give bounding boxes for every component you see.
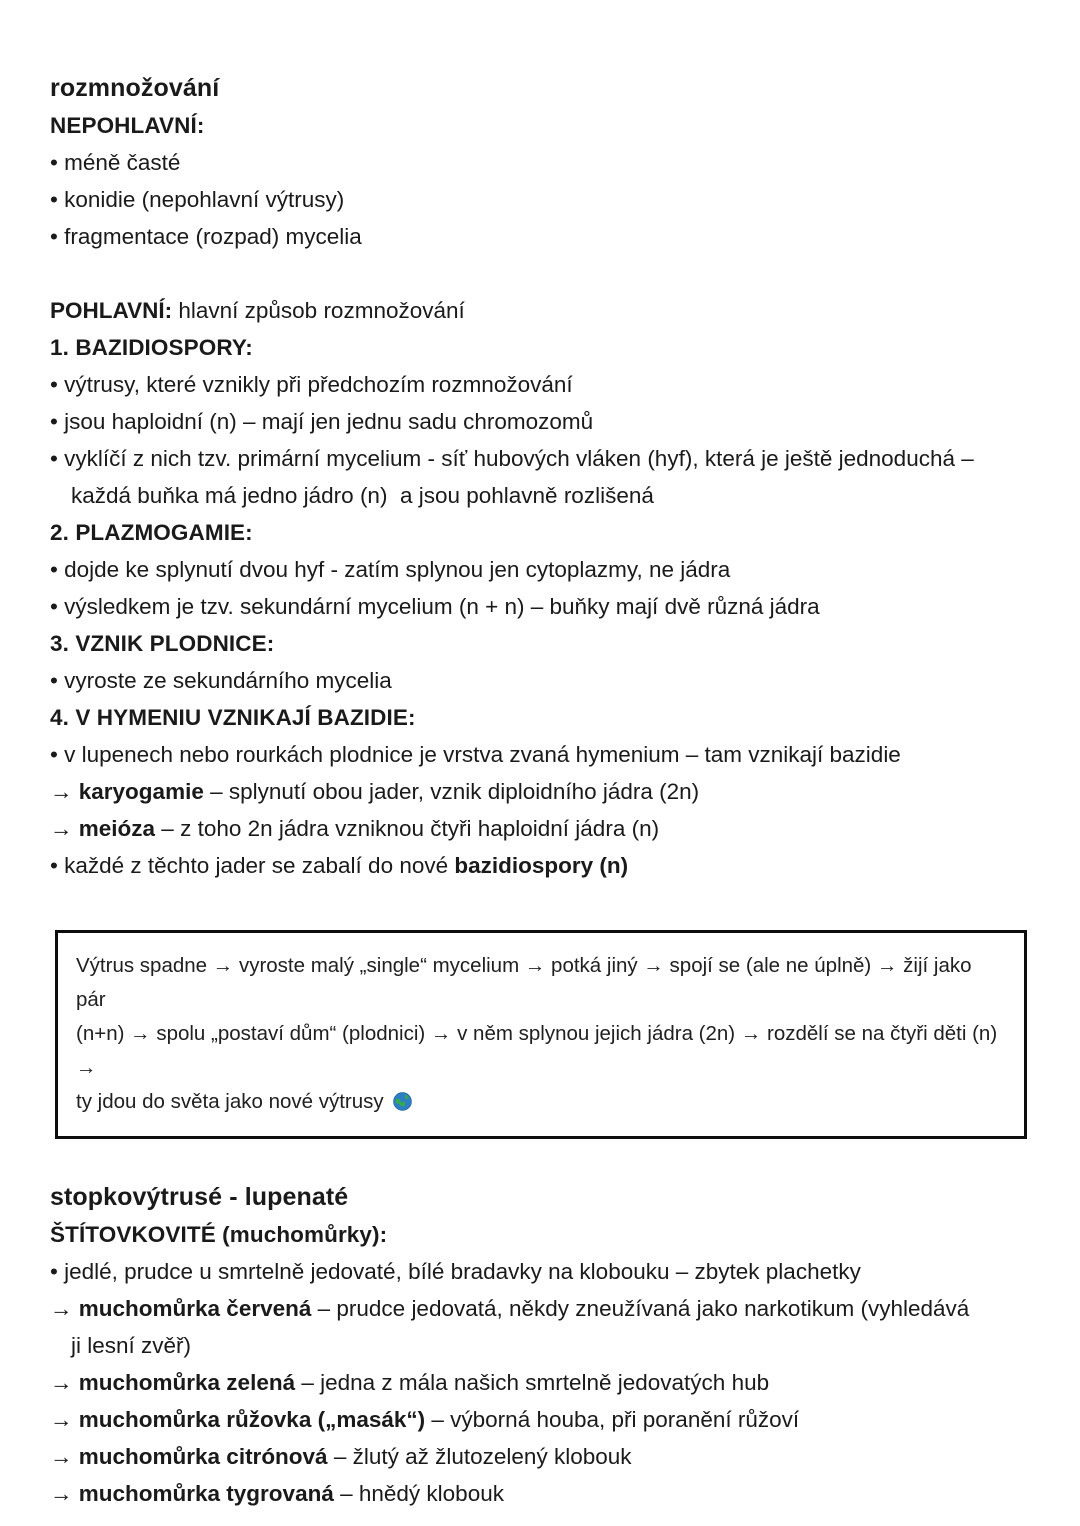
arrow-icon: → [50, 816, 79, 841]
list-item: • jsou haploidní (n) – mají jen jednu sadu chromozomů [50, 409, 594, 434]
family-heading: ŠTÍTOVKOVITÉ (muchomůrky): [50, 1222, 388, 1247]
list-item [50, 847, 1030, 884]
document-body [50, 70, 1030, 1512]
callout-line: Výtrus spadne → vyroste malý „single“ mycelium → potká jiný → spojí se (ale ne úplně) → žijí jako pár [76, 954, 978, 1011]
sexual-heading-rest: hlavní způsob rozmnožování [172, 298, 465, 323]
page-title: rozmnožování [50, 74, 220, 102]
species-name: muchomůrka růžovka („masák“) [78, 1407, 426, 1432]
list-item: • méně časté [50, 150, 181, 175]
species-description: – žlutý až žlutozelený klobouk [327, 1444, 632, 1469]
species-item-continuation: ji lesní zvěř) [71, 1333, 192, 1358]
callout-line-text: ty jdou do světa jako nové výtrusy [76, 1090, 390, 1113]
callout-spacer-top [50, 884, 1030, 930]
callout-spacer-bottom [50, 1139, 1030, 1179]
list-item: • jedlé, prudce u smrtelně jedovaté, bílé bradavky na klobouku – zbytek plachetky [50, 1259, 861, 1284]
callout-line: (n+n) → spolu „postaví dům“ (plodnici) → v něm splynou jejich jádra (2n) → rozdělí se na čtyři děti (n) → [76, 1022, 1003, 1079]
arrow-icon: → [50, 1481, 79, 1506]
species-item [50, 1438, 1030, 1475]
step-title: 4. V HYMENIU VZNIKAJÍ BAZIDIE: [50, 705, 416, 730]
callout-line-with-icon [76, 1085, 1006, 1119]
list-item-text: • každé z těchto jader se zabalí do nové [50, 853, 455, 878]
species-item [50, 1290, 1030, 1327]
species-name: muchomůrka tygrovaná [78, 1481, 334, 1506]
species-description: – výborná houba, při poranění růžoví [425, 1407, 800, 1432]
species-name: muchomůrka citrónová [78, 1444, 328, 1469]
list-item: • výtrusy, které vznikly při předchozím rozmnožování [50, 372, 573, 397]
arrow-item-term: karyogamie [78, 779, 204, 804]
section-spacer [50, 255, 1030, 292]
step-title: 3. VZNIK PLODNICE: [50, 631, 275, 656]
list-item: • konidie (nepohlavní výtrusy) [50, 187, 345, 212]
summary-callout-box [55, 930, 1027, 1139]
arrow-icon: → [50, 1444, 79, 1469]
list-item: • fragmentace (rozpad) mycelia [50, 224, 362, 249]
section-title-mushrooms: stopkovýtrusé - lupenaté [50, 1183, 349, 1211]
species-name: muchomůrka zelená [78, 1370, 296, 1395]
sexual-heading [50, 292, 1030, 329]
species-description: – hnědý klobouk [333, 1481, 504, 1506]
list-item: • vyroste ze sekundárního mycelia [50, 668, 392, 693]
arrow-icon: → [50, 1370, 79, 1395]
asexual-heading: NEPOHLAVNÍ: [50, 113, 205, 138]
species-item [50, 1401, 1030, 1438]
arrow-icon: → [50, 1296, 79, 1321]
arrow-list-item [50, 773, 1030, 810]
arrow-item-text: – z toho 2n jádra vzniknou čtyři haploidní jádra (n) [155, 816, 660, 841]
list-item: • v lupenech nebo rourkách plodnice je vrstva zvaná hymenium – tam vznikají bazidie [50, 742, 901, 767]
species-description: – prudce jedovatá, někdy zneužívaná jako narkotikum (vyhledává [311, 1296, 970, 1321]
list-item-term: bazidiospory (n) [454, 853, 629, 878]
arrow-item-term: meióza [78, 816, 156, 841]
species-item [50, 1364, 1030, 1401]
step-title: 2. PLAZMOGAMIE: [50, 520, 253, 545]
arrow-icon: → [50, 779, 79, 804]
list-item: • výsledkem je tzv. sekundární mycelium (n + n) – buňky mají dvě různá jádra [50, 594, 820, 619]
list-item-continuation: každá buňka má jedno jádro (n) a jsou pohlavně rozlišená [71, 483, 654, 508]
globe-icon [393, 1088, 412, 1107]
species-name: muchomůrka červená [78, 1296, 312, 1321]
species-description: – jedna z mála našich smrtelně jedovatých hub [295, 1370, 770, 1395]
step-title: 1. BAZIDIOSPORY: [50, 335, 253, 360]
arrow-item-text: – splynutí obou jader, vznik diploidního jádra (2n) [203, 779, 700, 804]
sexual-heading-label: POHLAVNÍ: [50, 298, 173, 323]
list-item: • vyklíčí z nich tzv. primární mycelium - síť hubových vláken (hyf), která je ještě jednoduchá – [50, 446, 974, 471]
arrow-icon: → [50, 1407, 79, 1432]
arrow-list-item [50, 810, 1030, 847]
species-item [50, 1475, 1030, 1512]
list-item: • dojde ke splynutí dvou hyf - zatím splynou jen cytoplazmy, ne jádra [50, 557, 731, 582]
